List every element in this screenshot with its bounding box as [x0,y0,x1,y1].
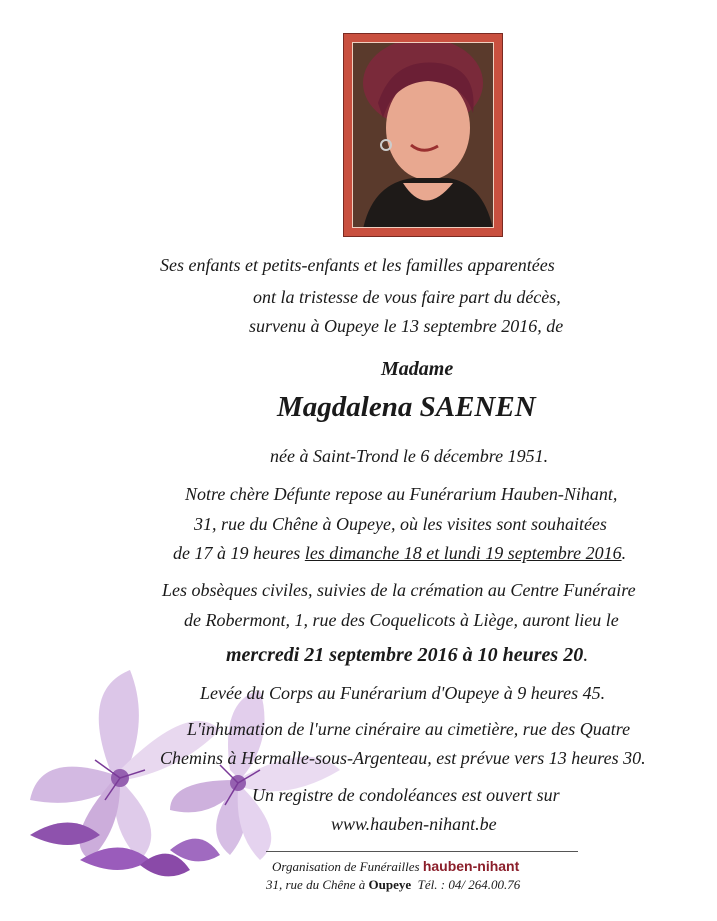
portrait-photo [352,42,494,228]
visitation-period: . [621,543,627,563]
footer-town: Oupeye [368,877,412,892]
visitation-line-1: Notre chère Défunte repose au Funérarium Hauben-Nihant, [185,484,618,504]
footer-street: 31, rue du Chêne à [266,877,366,892]
funeral-date-period: . [583,644,589,666]
visitation-hours: de 17 à 19 heures [173,543,305,563]
visitation-line-3 [173,543,626,564]
portrait-frame [343,33,503,237]
funeral-line-1: Les obsèques civiles, suivies de la crémation au Centre Funéraire [162,580,636,600]
inhumation-line-2: Chemins à Hermalle-sous-Argenteau, est prévue vers 13 heures 30. [160,748,646,768]
birth-info: née à Saint-Trond le 6 décembre 1951. [270,446,549,466]
visitation-line-2: 31, rue du Chêne à Oupeye, où les visites sont souhaitées [194,514,607,534]
intro-line-2: ont la tristesse de vous faire part du décès, [253,287,561,307]
footer-address [266,877,520,893]
footer-phone: Tél. : 04/ 264.00.76 [417,877,521,892]
honorific: Madame [381,358,454,380]
registry-line-1: Un registre de condoléances est ouvert sur [252,785,560,805]
funeral-line-2: de Robermont, 1, rue des Coquelicots à Liège, auront lieu le [184,610,619,630]
intro-line-1: Ses enfants et petits-enfants et les familles apparentées [160,255,555,275]
brand-logo-text: hauben-nihant [422,858,520,874]
footer-organisation [272,858,519,875]
footer-divider [266,851,578,852]
visitation-dates: les dimanche 18 et lundi 19 septembre 2016 [304,543,622,563]
levee-info: Levée du Corps au Funérarium d'Oupeye à 9 heures 45. [200,683,606,703]
inhumation-line-1: L'inhumation de l'urne cinéraire au cimetière, rue des Quatre [187,719,631,739]
funeral-date-text: mercredi 21 septembre 2016 à 10 heures 20 [226,644,584,666]
registry-website-link[interactable]: www.hauben-nihant.be [331,814,497,834]
deceased-name: Magdalena SAENEN [277,391,536,423]
portrait-image [353,43,494,228]
intro-line-3: survenu à Oupeye le 13 septembre 2016, de [249,316,564,336]
footer-org-label: Organisation de Funérailles [272,859,420,874]
